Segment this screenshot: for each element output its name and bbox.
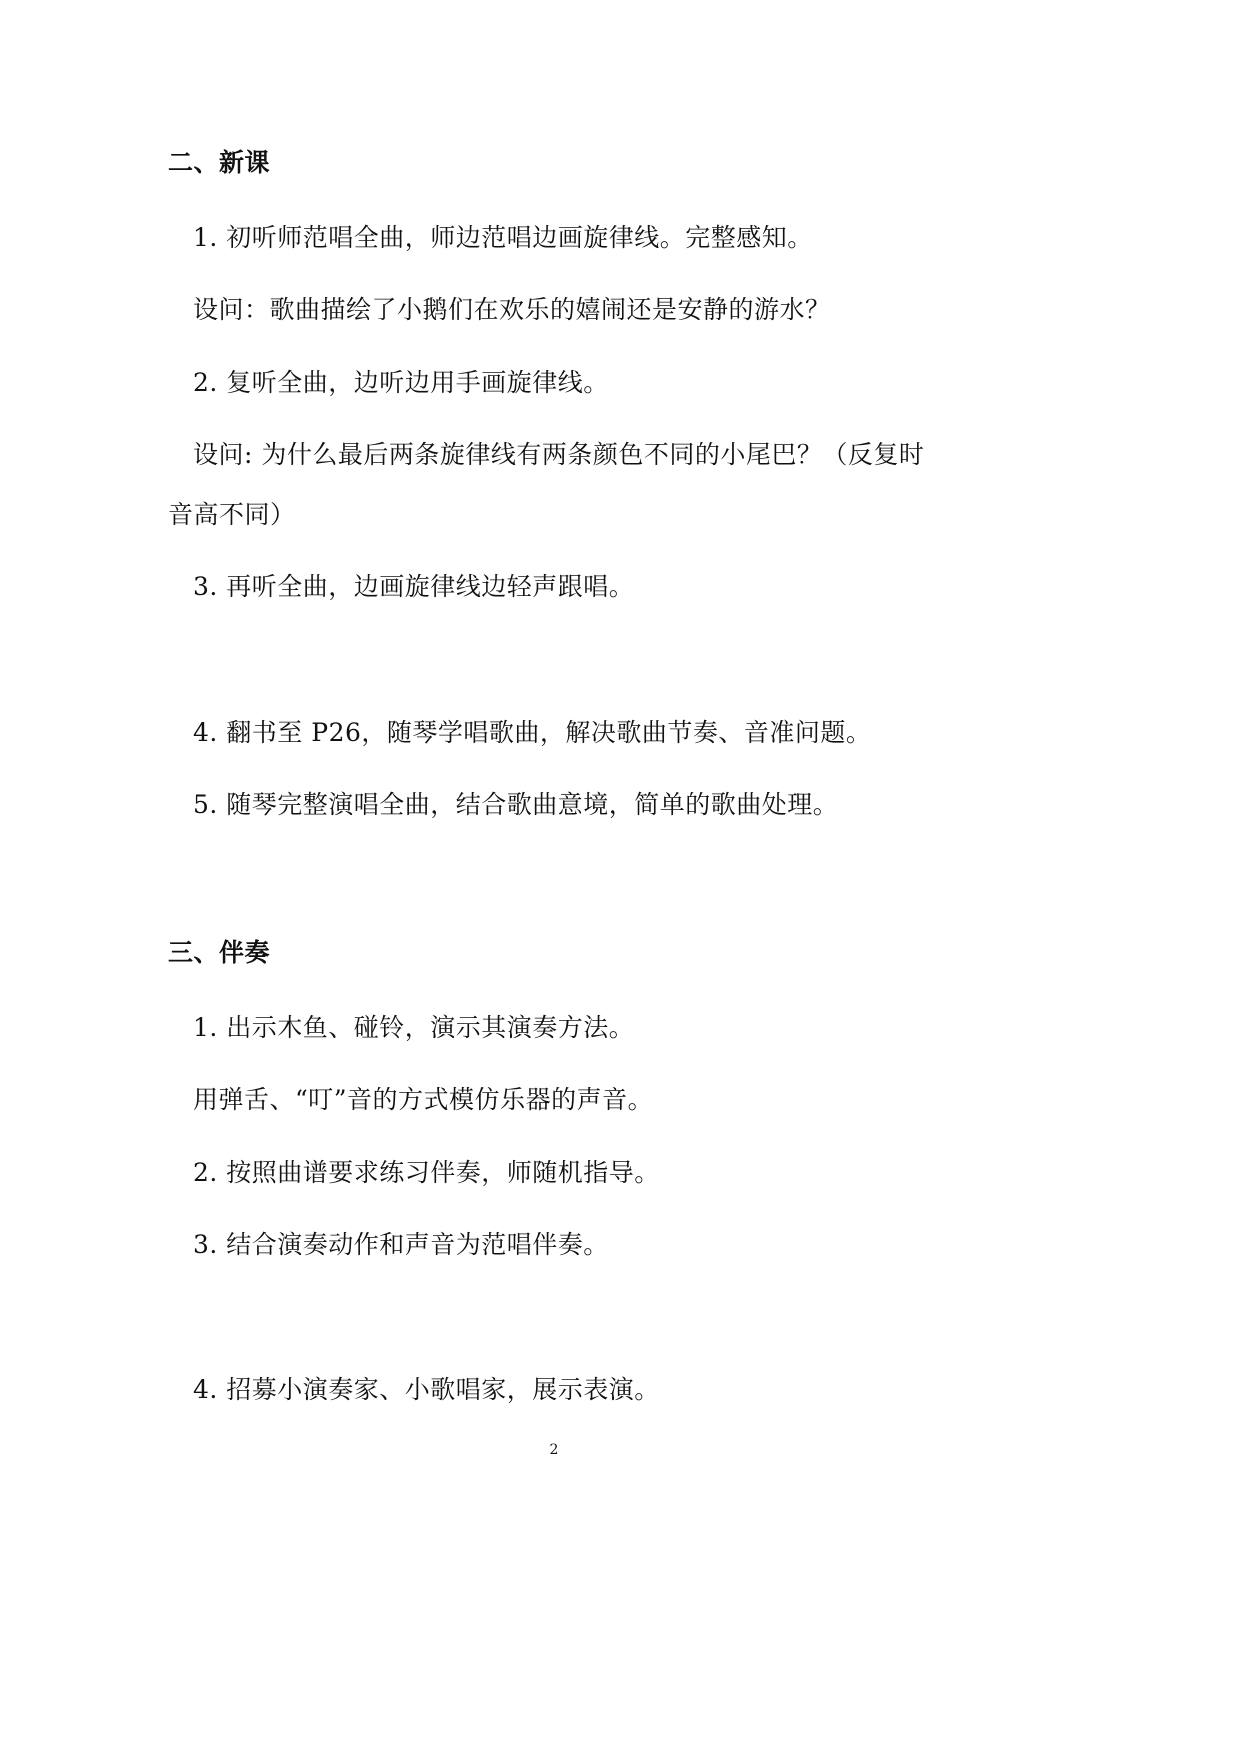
section-heading-new-lesson: 二、新课 (168, 148, 271, 177)
paragraph-line: 2. 复听全曲，边听边用手画旋律线。 (193, 368, 609, 397)
paragraph-line: 2. 按照曲谱要求练习伴奏，师随机指导。 (193, 1158, 660, 1187)
paragraph-line: 5. 随琴完整演唱全曲，结合歌曲意境，简单的歌曲处理。 (193, 790, 839, 819)
paragraph-line: 1. 初听师范唱全曲，师边范唱边画旋律线。完整感知。 (193, 223, 813, 252)
paragraph-line: 4. 翻书至 P26，随琴学唱歌曲，解决歌曲节奏、音准问题。 (193, 718, 872, 747)
paragraph-line: 音高不同） (168, 500, 296, 529)
section-heading-accompaniment: 三、伴奏 (168, 938, 271, 967)
paragraph-line: 3. 结合演奏动作和声音为范唱伴奏。 (193, 1230, 609, 1259)
paragraph-line: 4. 招募小演奏家、小歌唱家，展示表演。 (193, 1375, 660, 1404)
paragraph-line: 设问：歌曲描绘了小鹅们在欢乐的嬉闹还是安静的游水？ (193, 295, 831, 324)
paragraph-line: 用弹舌、“叮”音的方式模仿乐器的声音。 (193, 1085, 654, 1114)
paragraph-line: 3. 再听全曲，边画旋律线边轻声跟唱。 (193, 572, 635, 601)
paragraph-line: 设问: 为什么最后两条旋律线有两条颜色不同的小尾巴？（反复时 (193, 440, 925, 469)
page-number: 2 (549, 1442, 559, 1458)
paragraph-line: 1. 出示木鱼、碰铃，演示其演奏方法。 (193, 1013, 635, 1042)
